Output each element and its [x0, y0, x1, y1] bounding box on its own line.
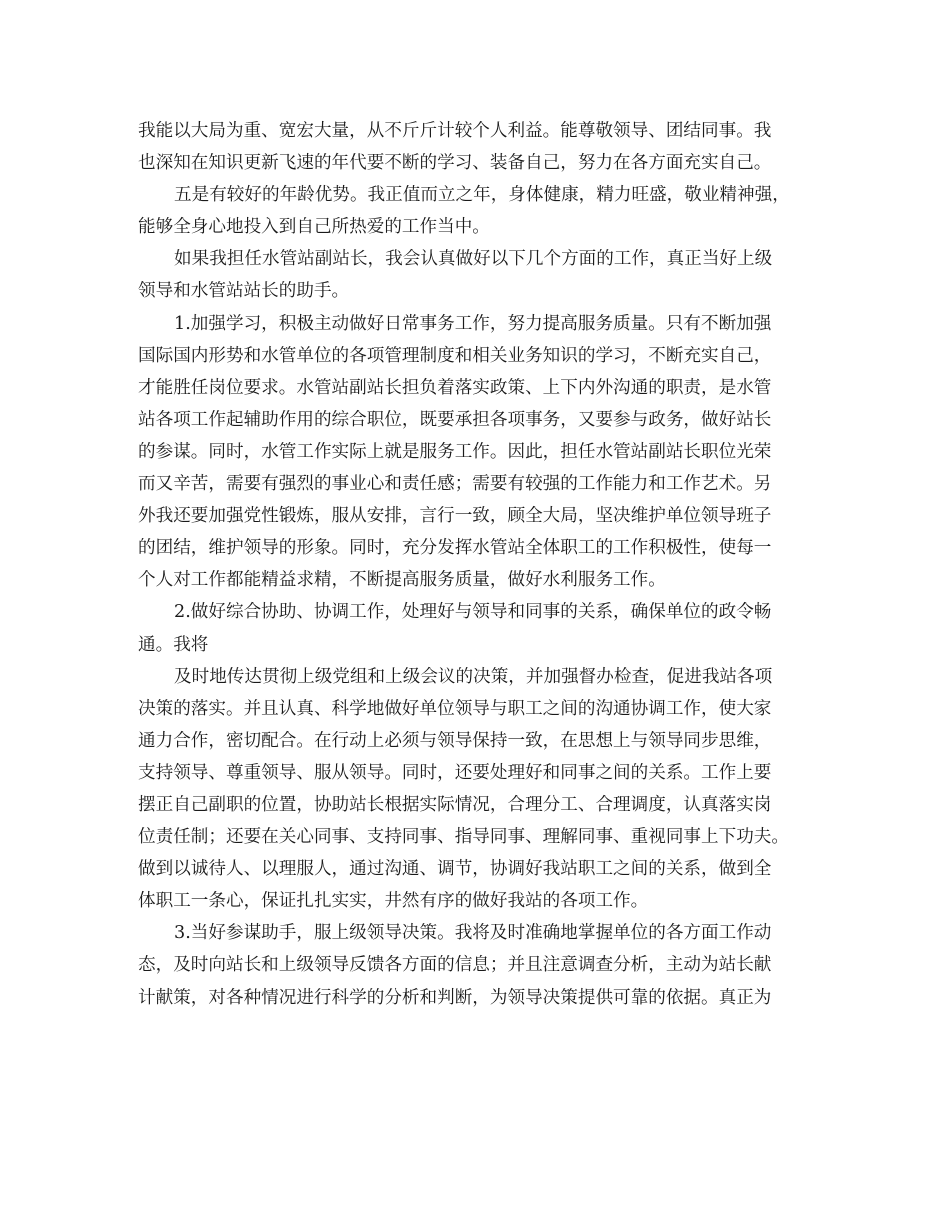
text-line: 而又辛苦，需要有强烈的事业心和责任感；需要有较强的工作能力和工作艺术。另: [138, 474, 772, 495]
text-line: 个人对工作都能精益求精，不断提高服务质量，做好水利服务工作。: [138, 570, 666, 591]
text-line: 体职工一条心，保证扎扎实实，井然有序的做好我站的各项工作。: [138, 891, 649, 912]
text-line: 如果我担任水管站副站长，我会认真做好以下几个方面的工作，真正当好上级: [174, 249, 773, 270]
text-line: 外我还要加强党性锻炼，服从安排，言行一致，顾全大局，坚决维护单位领导班子: [138, 506, 772, 527]
text-line: 的参谋。同时，水管工作实际上就是服务工作。因此，担任水管站副站长职位光荣: [138, 441, 772, 462]
text-line: 才能胜任岗位要求。水管站副站长担负着落实政策、上下内外沟通的职责，是水管: [138, 377, 772, 398]
text-line: 态，及时向站长和上级领导反馈各方面的信息；并且注意调查分析，主动为站长献: [138, 955, 772, 976]
text-line: 计献策，对各种情况进行科学的分析和判断，为领导决策提供可靠的依据。真正为: [138, 987, 772, 1008]
text-line: 2.做好综合协助、协调工作，处理好与领导和同事的关系，确保单位的政令畅: [174, 602, 772, 623]
text-line: 通力合作，密切配合。在行动上必须与领导保持一致，在思想上与领导同步思维，: [138, 730, 772, 751]
text-line: 领导和水管站站长的助手。: [138, 281, 350, 302]
document-body: [138, 115, 818, 1014]
text-line: 也深知在知识更新飞速的年代要不断的学习、装备自己，努力在各方面充实自己。: [138, 153, 772, 174]
text-line: 国际国内形势和水管单位的各项管理制度和相关业务知识的学习，不断充实自己，: [138, 345, 772, 366]
text-line: 支持领导、尊重领导、服从领导。同时，还要处理好和同事之间的关系。工作上要: [138, 762, 772, 783]
text-line: 摆正自己副职的位置，协助站长根据实际情况，合理分工、合理调度，认真落实岗: [138, 794, 772, 815]
text-line: 1.加强学习，积极主动做好日常事务工作，努力提高服务质量。只有不断加强: [174, 313, 772, 334]
text-line: 五是有较好的年龄优势。我正值而立之年，身体健康，精力旺盛，敬业精神强，: [174, 185, 790, 206]
text-line: 的团结，维护领导的形象。同时，充分发挥水管站全体职工的工作积极性，使每一: [138, 538, 772, 559]
text-line: 做到以诚待人、以理服人，通过沟通、调节，协调好我站职工之间的关系，做到全: [138, 859, 772, 880]
text-line: 通。我将: [138, 634, 209, 655]
text-line: 决策的落实。并且认真、科学地做好单位领导与职工之间的沟通协调工作，使大家: [138, 698, 772, 719]
text-line: 站各项工作起辅助作用的综合职位，既要承担各项事务，又要参与政务，做好站长: [138, 409, 772, 430]
text-line: 我能以大局为重、宽宏大量，从不斤斤计较个人利益。能尊敬领导、团结同事。我: [138, 121, 772, 141]
text-line: 3.当好参谋助手，服上级领导决策。我将及时准确地掌握单位的各方面工作动: [174, 923, 772, 944]
text-line: 及时地传达贯彻上级党组和上级会议的决策，并加强督办检查，促进我站各项: [174, 666, 773, 687]
text-line: 能够全身心地投入到自己所热爱的工作当中。: [138, 217, 490, 238]
text-line: 位责任制；还要在关心同事、支持同事、指导同事、理解同事、重视同事上下功夫。: [138, 827, 789, 848]
